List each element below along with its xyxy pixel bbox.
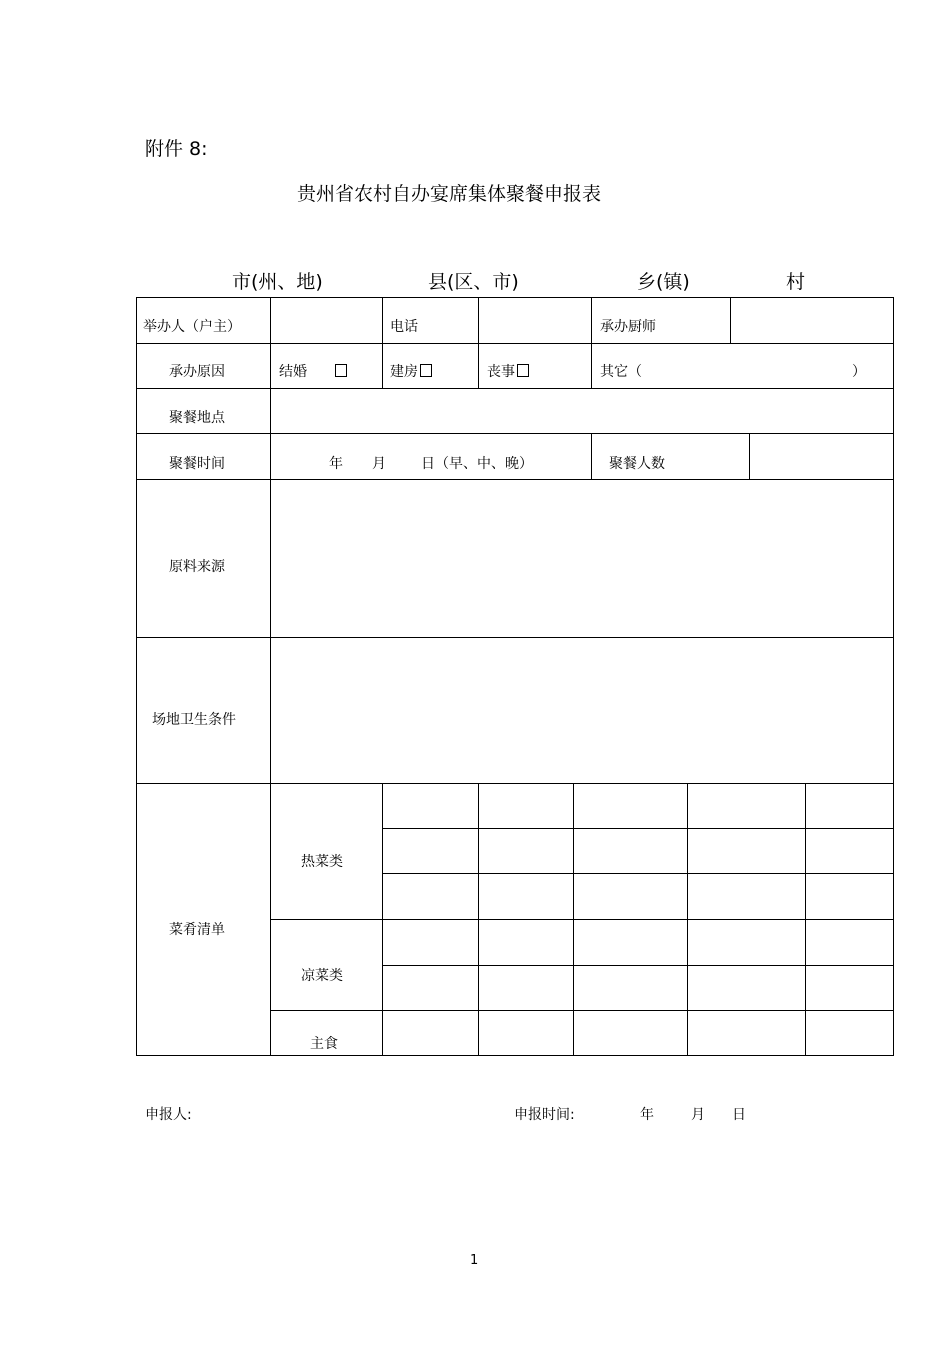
menu-row-rule (382, 873, 894, 874)
reason-building-option (390, 361, 432, 381)
hygiene-label: 场地卫生条件 (152, 712, 236, 728)
time-label: 聚餐时间 (169, 456, 225, 472)
applicant-label: 申报人: (145, 1107, 192, 1123)
reason-building-label: 建房 (390, 364, 418, 380)
reason-other-close: ） (852, 364, 866, 380)
column-divider (591, 433, 592, 480)
attachment-label: 附件 8: (145, 138, 208, 160)
time-day: 日（早、中、晚） (421, 456, 533, 472)
wedding-checkbox[interactable] (335, 364, 347, 377)
hot-dishes-label: 热菜类 (301, 854, 343, 870)
column-divider (749, 433, 750, 480)
reason-wedding-option (279, 361, 347, 381)
staple-label: 主食 (310, 1036, 338, 1052)
menu-row-rule (270, 919, 894, 920)
menu-column-divider (382, 783, 383, 1056)
label-column-divider (270, 297, 271, 1056)
table-rule (136, 433, 894, 434)
page-number: 1 (470, 1253, 479, 1268)
menu-row-rule (270, 1010, 894, 1011)
menu-column-divider (805, 783, 806, 1056)
column-divider (382, 297, 383, 389)
date-day: 日 (732, 1107, 746, 1123)
time-year: 年 (329, 456, 343, 472)
region-city: 市(州、地) (232, 271, 323, 293)
reason-funeral-option (487, 361, 529, 381)
date-label: 申报时间: (514, 1107, 575, 1123)
form-title: 贵州省农村自办宴席集体聚餐申报表 (297, 183, 602, 205)
menu-column-divider (573, 783, 574, 1056)
time-month: 月 (372, 456, 386, 472)
reason-wedding-label: 结婚 (279, 364, 307, 380)
funeral-checkbox[interactable] (517, 364, 529, 377)
phone-label: 电话 (390, 319, 418, 335)
table-border-left (136, 297, 137, 1056)
source-label: 原料来源 (169, 559, 225, 575)
column-divider (730, 297, 731, 344)
menu-column-divider (478, 783, 479, 1056)
menu-column-divider (687, 783, 688, 1056)
reason-other-open: 其它（ (600, 364, 642, 380)
column-divider (591, 297, 592, 389)
reason-funeral-label: 丧事 (487, 364, 515, 380)
menu-row-rule (382, 965, 894, 966)
reason-label: 承办原因 (169, 364, 225, 380)
region-village: 村 (786, 271, 806, 293)
location-label: 聚餐地点 (169, 410, 225, 426)
table-border-right (893, 297, 894, 1056)
organizer-label: 举办人（户主） (143, 319, 241, 335)
headcount-label: 聚餐人数 (609, 456, 665, 472)
chef-label: 承办厨师 (600, 319, 656, 335)
table-border-top (136, 297, 894, 298)
table-rule (136, 343, 894, 344)
cold-dishes-label: 凉菜类 (301, 968, 343, 984)
column-divider (478, 297, 479, 389)
menu-row-rule (382, 828, 894, 829)
region-township: 乡(镇) (637, 271, 690, 293)
region-county: 县(区、市) (428, 271, 519, 293)
table-rule (136, 783, 894, 784)
table-rule (136, 479, 894, 480)
table-border-bottom (136, 1055, 894, 1056)
menu-label: 菜肴清单 (169, 922, 225, 938)
table-rule (136, 388, 894, 389)
table-rule (136, 637, 894, 638)
date-year: 年 (640, 1107, 654, 1123)
building-checkbox[interactable] (420, 364, 432, 377)
date-month: 月 (691, 1107, 705, 1123)
